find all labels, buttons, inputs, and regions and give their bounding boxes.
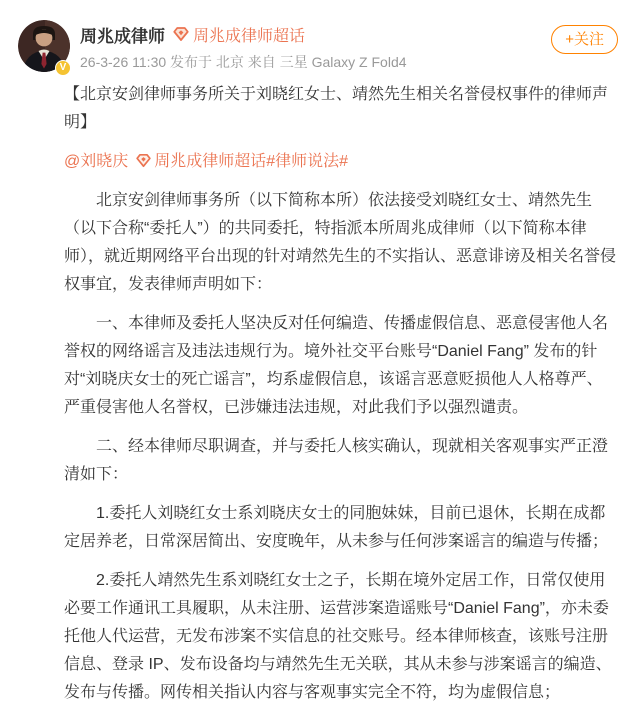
username[interactable]: 周兆成律师 [80, 26, 165, 46]
follow-button[interactable]: +关注 [551, 25, 618, 54]
verified-v-icon: V [55, 60, 71, 76]
supertopic-gem-icon [135, 152, 152, 169]
post-paragraph: 一、本律师及委托人坚决反对任何编造、传播虚假信息、恶意侵害他人名誉权的网络谣言及违法违规行为。境外社交平台账号“Daniel Fang” 发布的针对“刘晓庆女士的死亡谣言”，均系虚假信息，该谣言恶意贬损他人人格尊严、严重侵害他人名誉权，已涉嫌违法违规，对此我们予以强烈谴责。 [64, 315, 609, 416]
supertopic-link[interactable]: 周兆成律师超话 [154, 153, 267, 170]
post-timestamp: 26-3-26 11:30 发布于 北京 来自 三星 Galaxy Z Fold4 [80, 54, 407, 70]
mention-link[interactable]: @刘晓庆 [64, 153, 129, 170]
avatar[interactable] [18, 20, 70, 72]
post-paragraph: 北京安剑律师事务所（以下简称本所）依法接受刘晓红女士、靖然先生（以下合称“委托人”）的共同委托，特指派本所周兆成律师（以下简称本律师），就近期网络平台出现的针对靖然先生的不实指认、恶意诽谤及相关名誉侵权事宜，发表律师声明如下： [64, 192, 617, 293]
post-header [0, 0, 634, 72]
post-content [0, 72, 634, 707]
post-title: 【北京安剑律师事务所关于刘晓红女士、靖然先生相关名誉侵权事件的律师声明】 [64, 86, 609, 131]
post-links-line [64, 148, 616, 176]
hashtag-link[interactable]: #律师说法# [266, 153, 349, 170]
supertopic-gem-icon [172, 25, 190, 43]
header-user-info [80, 20, 551, 72]
header-supertopic-link[interactable]: 周兆成律师超话 [193, 27, 306, 45]
post-paragraph: 2.委托人靖然先生系刘晓红女士之子，长期在境外定居工作，日常仅使用必要工作通讯工具履职，从未注册、运营涉案造谣账号“Daniel Fang”，亦未委托他人代运营，无发布涉案不实信息的社交账号。经本律师核查，该账号注册信息、登录 IP、发布设备均与靖然先生无关联，其从未参与涉案谣言的编造、发布与传播。网传相关指认内容与客观事实完全不符，均为虚假信息； [64, 572, 612, 701]
post-paragraph: 二、经本律师尽职调查，并与委托人核实确认，现就相关客观事实严正澄清如下： [64, 438, 609, 483]
post-paragraph: 1.委托人刘晓红女士系刘晓庆女士的同胞妹妹，目前已退休，长期在成都定居养老，日常深居简出、安度晚年，从未参与任何涉案谣言的编造与传播； [64, 505, 609, 550]
